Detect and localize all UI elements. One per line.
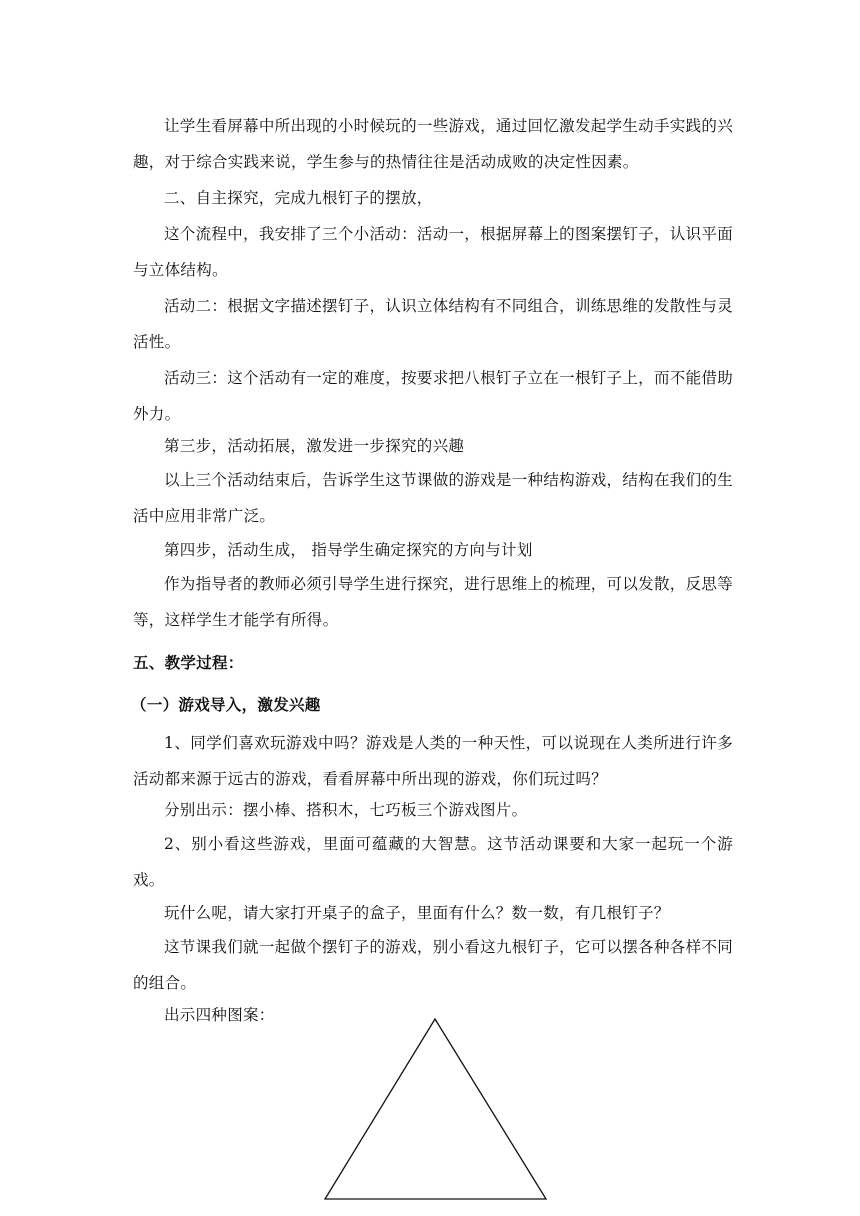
paragraph-open-box: 玩什么呢，请大家打开桌子的盒子，里面有什么？数一数，有几根钉子？ bbox=[164, 904, 670, 922]
sub-heading: （一）游戏导入，激发兴趣 bbox=[131, 696, 321, 714]
paragraph-show-patterns: 出示四种图案： bbox=[164, 1006, 275, 1024]
paragraph-activity-summary: 以上三个活动结束后，告诉学生这节课做的游戏是一种结构游戏，结构在我们的生活中应用非常广泛。 bbox=[133, 471, 733, 525]
triangle-figure bbox=[320, 1015, 552, 1205]
paragraph-intro: 让学生看屏幕中所出现的小时候玩的一些游戏，通过回忆激发起学生动手实践的兴趣，对于综合实践来说，学生参与的热情往往是活动成败的决定性因素。 bbox=[133, 117, 733, 171]
paragraph-game-intro: 1、同学们喜欢玩游戏中吗？游戏是人类的一种天性，可以说现在人类所进行许多活动都来源于远古的游戏，看看屏幕中所出现的游戏，你们玩过吗？ bbox=[133, 734, 733, 788]
section-heading: 五、教学过程： bbox=[133, 654, 244, 672]
paragraph-step-three: 第三步，活动拓展，激发进一步探究的兴趣 bbox=[164, 437, 465, 455]
paragraph-show-images: 分别出示：摆小棒、搭积木，七巧板三个游戏图片。 bbox=[164, 801, 528, 819]
paragraph-activity-three: 活动三：这个活动有一定的难度，按要求把八根钉子立在一根钉子上，而不能借助外力。 bbox=[133, 369, 733, 423]
paragraph-activity-one: 这个流程中，我安排了三个小活动：活动一，根据屏幕上的图案摆钉子，认识平面与立体结构。 bbox=[133, 225, 733, 279]
paragraph-activity-two: 活动二：根据文字描述摆钉子，认识立体结构有不同组合，训练思维的发散性与灵活性。 bbox=[133, 297, 733, 351]
triangle-shape bbox=[325, 1019, 546, 1199]
paragraph-step-two: 二、自主探究，完成九根钉子的摆放， bbox=[164, 189, 433, 207]
paragraph-teacher-role: 作为指导者的教师必须引导学生进行探究，进行思维上的梳理，可以发散，反思等等，这样学生才能学有所得。 bbox=[133, 575, 733, 629]
paragraph-step-four: 第四步，活动生成， 指导学生确定探究的方向与计划 bbox=[164, 541, 533, 559]
paragraph-wisdom: 2、别小看这些游戏，里面可蕴藏的大智慧。这节活动课要和大家一起玩一个游戏。 bbox=[133, 835, 733, 889]
paragraph-nail-game: 这节课我们就一起做个摆钉子的游戏，别小看这九根钉子，它可以摆各种各样不同的组合。 bbox=[133, 938, 733, 992]
